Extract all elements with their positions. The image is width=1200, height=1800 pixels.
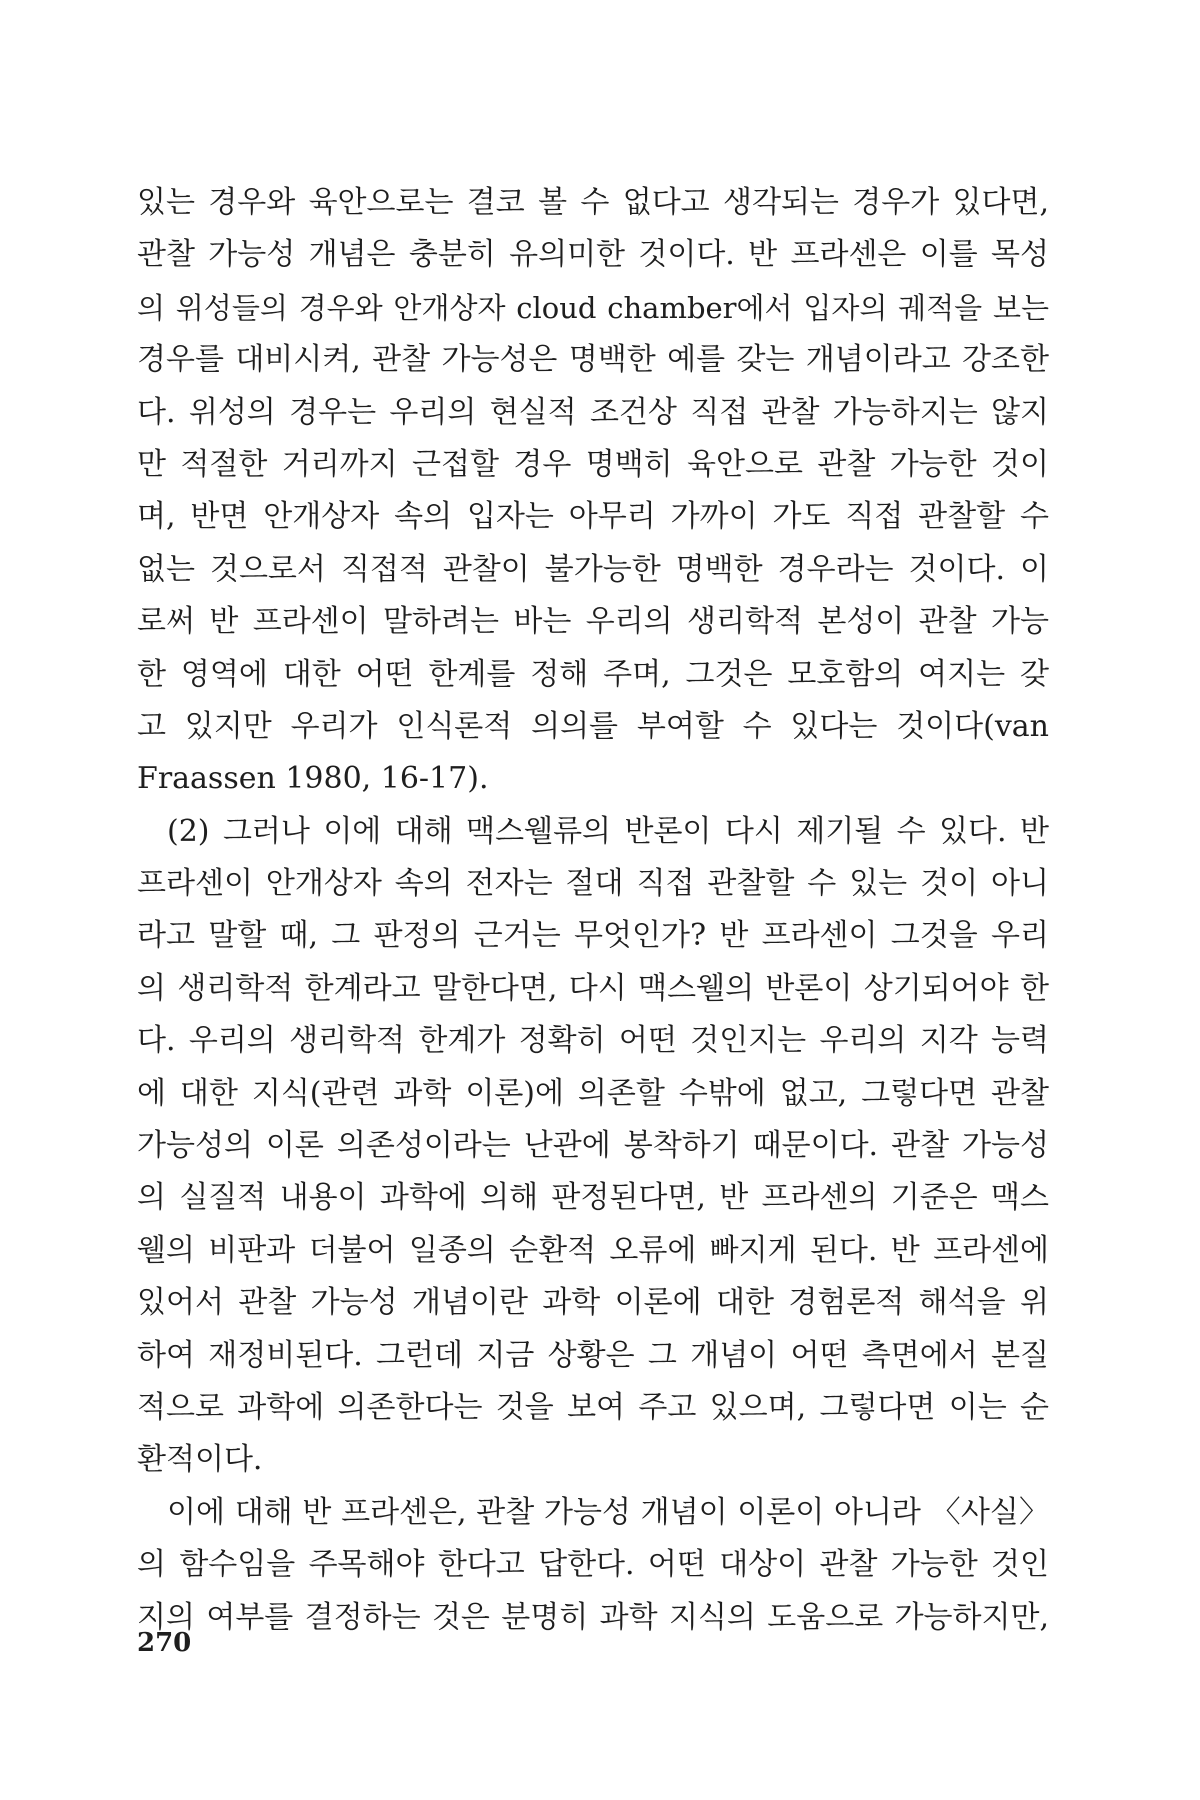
text-line: 웰의 비판과 더불어 일종의 순환적 오류에 빠지게 된다. 반 프라센에 [137,1232,1049,1268]
text-line: 다. 위성의 경우는 우리의 현실적 조건상 직접 관찰 가능하지는 않지 [137,394,1049,430]
text-line: 의 실질적 내용이 과학에 의해 판정된다면, 반 프라센의 기준은 맥스 [137,1180,1049,1216]
text-line: 고 있지만 우리가 인식론적 의의를 부여할 수 있다는 것이다(van [137,708,1049,744]
text-line: 하여 재정비된다. 그런데 지금 상황은 그 개념이 어떤 측면에서 본질 [137,1337,1049,1373]
text-line: Fraassen 1980, 16-17). [137,761,489,797]
text-line: 며, 반면 안개상자 속의 입자는 아무리 가까이 가도 직접 관찰할 수 [137,499,1049,535]
body-text [137,177,1049,1644]
text-line: 있어서 관찰 가능성 개념이란 과학 이론에 대한 경험론적 해석을 위 [137,1285,1049,1321]
text-line: 한 영역에 대한 어떤 한계를 정해 주며, 그것은 모호함의 여지는 갖 [137,656,1049,692]
text-line: 관찰 가능성 개념은 충분히 유의미한 것이다. 반 프라센은 이를 목성 [137,237,1049,273]
text-line: 만 적절한 거리까지 근접할 경우 명백히 육안으로 관찰 가능한 것이 [137,446,1049,482]
text-line: 의 생리학적 한계라고 말한다면, 다시 맥스웰의 반론이 상기되어야 한 [137,970,1049,1006]
text-line: 경우를 대비시켜, 관찰 가능성은 명백한 예를 갖는 개념이라고 강조한 [137,342,1049,378]
text-line: 가능성의 이론 의존성이라는 난관에 봉착하기 때문이다. 관찰 가능성 [137,1128,1049,1164]
paragraph-start-line: (2) 그러나 이에 대해 맥스웰류의 반론이 다시 제기될 수 있다. 반 [167,813,1049,849]
paragraph-start-line: 이에 대해 반 프라센은, 관찰 가능성 개념이 이론이 아니라 〈사실〉 [167,1494,1049,1530]
text-line: 지의 여부를 결정하는 것은 분명히 과학 지식의 도움으로 가능하지만, [137,1599,1049,1635]
text-line: 로써 반 프라센이 말하려는 바는 우리의 생리학적 본성이 관찰 가능 [137,604,1049,640]
text-line: 에 대한 지식(관련 과학 이론)에 의존할 수밖에 없고, 그렇다면 관찰 [137,1075,1049,1111]
text-line: 의 함수임을 주목해야 한다고 답한다. 어떤 대상이 관찰 가능한 것인 [137,1547,1049,1583]
page-number: 270 [137,1628,192,1658]
text-line: 적으로 과학에 의존한다는 것을 보여 주고 있으며, 그렇다면 이는 순 [137,1389,1049,1425]
text-line: 있는 경우와 육안으로는 결코 볼 수 없다고 생각되는 경우가 있다면, [137,185,1049,220]
text-line: 의 위성들의 경우와 안개상자 cloud chamber에서 입자의 궤적을 보는 [137,290,1049,325]
text-line: 프라센이 안개상자 속의 전자는 절대 직접 관찰할 수 있는 것이 아니 [137,866,1049,902]
text-line: 다. 우리의 생리학적 한계가 정확히 어떤 것인지는 우리의 지각 능력 [137,1023,1049,1059]
text-line: 라고 말할 때, 그 판정의 근거는 무엇인가? 반 프라센이 그것을 우리 [137,918,1049,954]
text-line: 환적이다. [137,1442,263,1478]
text-line: 없는 것으로서 직접적 관찰이 불가능한 명백한 경우라는 것이다. 이 [137,551,1049,587]
